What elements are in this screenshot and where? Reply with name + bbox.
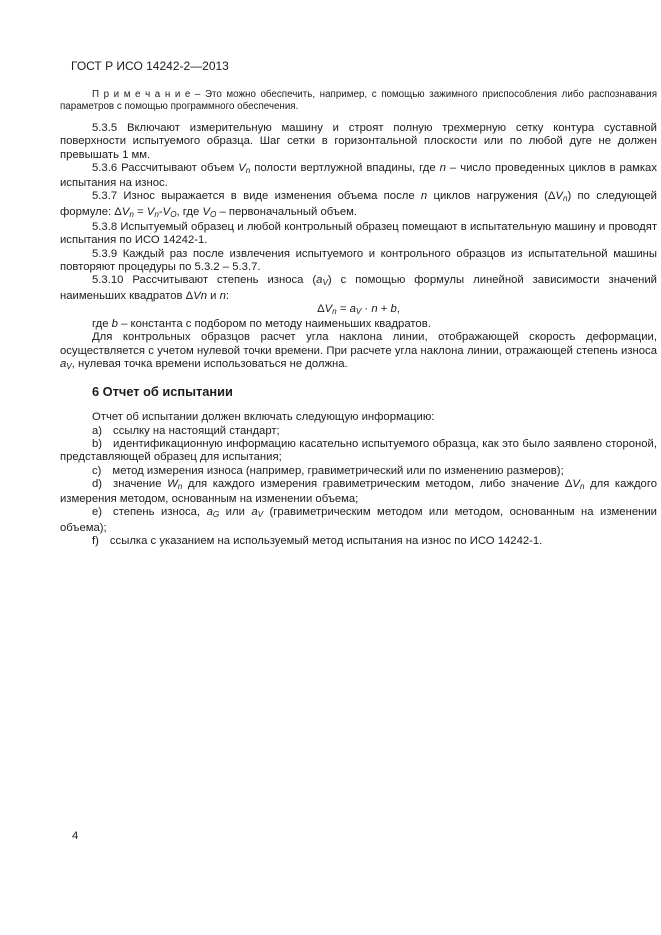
text-run: V — [238, 161, 246, 174]
text-run: Δ — [317, 302, 325, 315]
text-run: V — [146, 205, 155, 218]
report-item-d — [60, 478, 657, 507]
control-samples-paragraph — [60, 331, 657, 373]
text-run: n — [129, 209, 134, 219]
report-item-f — [60, 535, 657, 548]
text-run: 5.3.5 Включают измерительную машину и строят полную трехмерную сетку контура суставной поверхности испытуемого образца. Шаг сетки в горизонтальной плоскости или по любой дуге не должен превышать 1 мм. — [60, 122, 657, 161]
text-run: - — [158, 205, 163, 218]
text-run: 5.3.9 Каждый раз после извлечения испытуемого и контрольного образцов из испытательной машины повторяют процедуры по 5.3.2 – 5.3.7. — [60, 247, 657, 273]
text-run: ссылку на настоящий стандарт; — [113, 424, 280, 437]
text-run: n — [219, 289, 226, 302]
clause-5-3-8 — [60, 221, 657, 248]
text-run: d) — [92, 477, 103, 490]
text-run: · — [361, 302, 372, 315]
text-run: n — [579, 481, 585, 491]
wear-rate-formula — [60, 303, 657, 318]
text-run: 5.3.10 Рассчитывают степень износа ( — [92, 274, 317, 287]
text-run: циклов нагружения (Δ — [427, 190, 556, 203]
note-paragraph — [60, 89, 657, 113]
text-run: ) с помощью формулы линейной зависимости значений наименьших квадратов Δ — [60, 274, 657, 302]
text-run: : — [225, 289, 230, 302]
text-run: для каждого измерения методом, основанным на изменении объема; — [60, 477, 657, 506]
text-run: ссылка с указанием на используемый метод испытания на износ по ИСО 14242-1. — [109, 535, 543, 548]
text-run: a — [206, 506, 213, 519]
text-run: V — [355, 306, 362, 316]
text-run: a — [349, 302, 356, 315]
text-run: n — [562, 194, 568, 204]
text-run: – первоначальный объем. — [216, 205, 358, 218]
clause-5-3-9 — [60, 248, 657, 275]
text-run: V — [555, 190, 563, 203]
text-run: значение — [113, 477, 168, 490]
text-run: Отчет об испытании должен включать следующую информацию: — [92, 411, 435, 424]
text-run: b — [390, 302, 397, 315]
text-run: идентификационную информацию касательно испытуемого образца, как это было заявлено стороной, представляющей образец для испытания; — [60, 437, 657, 464]
text-run: n — [420, 190, 428, 203]
text-run: где — [92, 318, 112, 331]
clause-5-3-10 — [60, 274, 657, 303]
report-item-b — [60, 438, 657, 465]
text-run: и — [207, 289, 220, 302]
text-run: a — [60, 358, 67, 371]
text-run: O — [209, 209, 217, 219]
text-run: V — [162, 205, 171, 218]
text-run: O — [170, 209, 177, 219]
report-item-a — [60, 425, 657, 438]
text-run: n — [332, 306, 337, 316]
text-run: – число проведенных циклов в рамках испытания на износ. — [60, 161, 657, 190]
text-run: a — [251, 506, 258, 519]
clause-5-3-5 — [60, 122, 657, 162]
text-run: V — [324, 302, 333, 315]
section-6-heading — [60, 384, 657, 399]
text-run: – константа с подбором по методу наименьших квадратов. — [117, 318, 431, 331]
text-run: e) — [92, 506, 103, 519]
text-run: полости вертлужной впадины, где — [250, 161, 440, 174]
text-run: a — [316, 274, 323, 287]
clause-5-3-7 — [60, 190, 657, 221]
text-run: b) — [92, 437, 103, 450]
text-run: 6 Отчет об испытании — [92, 384, 233, 400]
text-run: n — [439, 161, 446, 174]
text-run: для каждого измерения гравиметрическим методом, либо значение Δ — [182, 477, 573, 490]
text-run: a) — [92, 424, 103, 437]
text-run: П р и м е ч а н и е – Это можно обеспечить, например, с помощью зажимного приспособления либо распознавания параметров с помощью программного обеспечения. — [60, 89, 657, 112]
text-run: V — [202, 205, 210, 218]
text-run: V — [257, 510, 264, 520]
text-run: ) по следующей формуле: Δ — [60, 190, 657, 218]
text-run: n — [154, 209, 159, 219]
report-intro — [60, 411, 657, 424]
report-item-c — [60, 465, 657, 478]
text-run: V — [121, 205, 130, 218]
text-run: b — [111, 318, 118, 331]
text-run: степень износа, — [113, 506, 207, 519]
text-run: V — [322, 278, 328, 288]
running-header: ГОСТ Р ИСО 14242-2—2013 — [71, 59, 229, 73]
text-run: метод измерения износа (например, гравиметрический или по изменению размеров); — [112, 464, 564, 477]
text-run: V — [66, 362, 72, 372]
text-run: Vn — [193, 289, 208, 302]
text-run: V — [572, 477, 580, 490]
text-run: , нулевая точка времени использоваться не должна. — [71, 358, 348, 371]
text-run: n — [371, 302, 378, 315]
text-run: 5.3.8 Испытуемый образец и любой контрольный образец помещают в испытательную машину и проводят испытания по ИСО 14242-1. — [60, 221, 657, 247]
text-run: 5.3.7 Износ выражается в виде изменения объема после — [92, 190, 421, 203]
text-run: Для контрольных образцов расчет угла наклона линии, отображающей скорость деформации, осуществляется с учетом нулевой точки времени. При расчете угла наклона линии, отражающей степень износа — [60, 331, 657, 357]
text-run: W — [167, 477, 178, 490]
text-run: n — [245, 165, 251, 175]
clause-5-3-6 — [60, 162, 657, 191]
text-run: , — [396, 302, 400, 315]
text-run: = — [133, 205, 147, 218]
text-run: = — [336, 302, 350, 315]
document-content — [60, 89, 657, 548]
text-run: c) — [92, 464, 102, 477]
report-item-e — [60, 506, 657, 535]
text-run: f) — [92, 535, 99, 548]
text-run: (гравиметрическим методом или методом, основанным на изменении объема); — [60, 506, 657, 534]
page-number: 4 — [72, 830, 79, 842]
text-run: + — [377, 302, 391, 315]
text-run: или — [219, 506, 252, 519]
text-run: 5.3.6 Рассчитывают объем — [92, 161, 239, 174]
text-run: n — [177, 481, 183, 491]
text-run: G — [212, 510, 220, 520]
formula-where-line — [60, 318, 657, 331]
text-run: , где — [176, 205, 203, 218]
